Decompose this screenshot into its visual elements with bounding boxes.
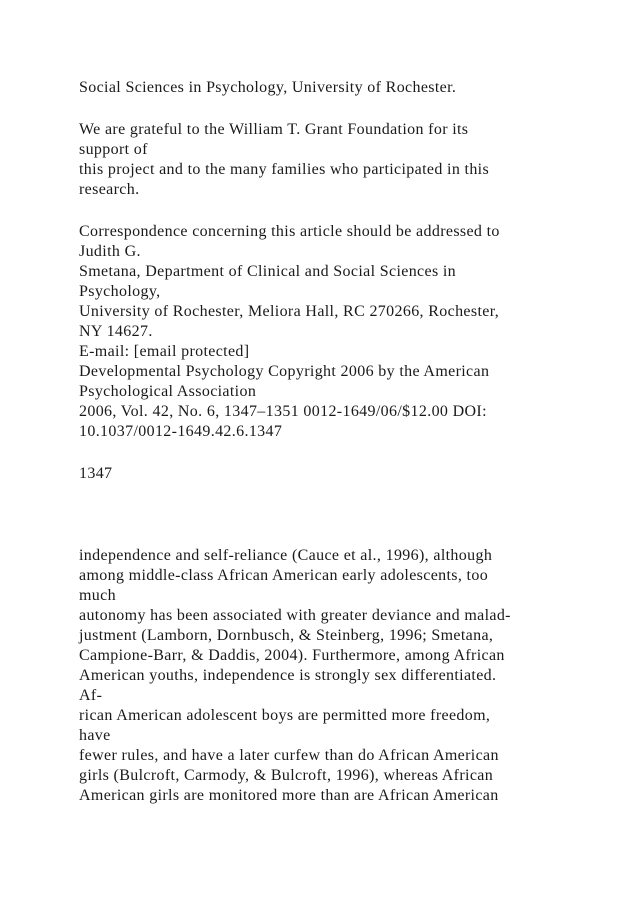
text-line: Social Sciences in Psychology, University of Rochester. xyxy=(79,79,457,96)
text-line: support of xyxy=(79,141,148,158)
text-line: Correspondence concerning this article should be addressed to xyxy=(79,223,500,240)
text-line: have xyxy=(79,727,111,744)
text-line: much xyxy=(79,587,116,604)
text-line: rican American adolescent boys are permitted more freedom, xyxy=(79,707,491,724)
text-line: justment (Lamborn, Dornbusch, & Steinberg, 1996; Smetana, xyxy=(79,627,494,644)
text-line: University of Rochester, Meliora Hall, RC 270266, Rochester, xyxy=(79,303,500,320)
text-line: E-mail: [email protected] xyxy=(79,343,250,360)
text-line: autonomy has been associated with greater deviance and malad- xyxy=(79,607,511,624)
text-line: girls (Bulcroft, Carmody, & Bulcroft, 1996), whereas African xyxy=(79,767,494,784)
text-line: fewer rules, and have a later curfew than do African American xyxy=(79,747,499,764)
text-line: among middle-class African American early adolescents, too xyxy=(79,567,489,584)
text-line: independence and self-reliance (Cauce et al., 1996), although xyxy=(79,547,493,564)
text-line: 10.1037/0012-1649.42.6.1347 xyxy=(79,423,283,440)
text-line: research. xyxy=(79,181,140,198)
text-line: NY 14627. xyxy=(79,323,153,340)
text-line: Campione-Barr, & Daddis, 2004). Furthermore, among African xyxy=(79,647,505,664)
text-line: this project and to the many families who participated in this xyxy=(79,161,490,178)
text-line: Judith G. xyxy=(79,243,141,260)
text-line: 2006, Vol. 42, No. 6, 1347–1351 0012-1649/06/$12.00 DOI: xyxy=(79,403,487,420)
text-line: Psychology, xyxy=(79,283,161,300)
text-line: American youths, independence is strongly sex differentiated. xyxy=(79,667,497,684)
text-line: Psychological Association xyxy=(79,383,257,400)
page-number: 1347 xyxy=(79,465,113,482)
text-line: American girls are monitored more than are African American xyxy=(79,787,499,804)
text-line: Developmental Psychology Copyright 2006 by the American xyxy=(79,363,490,380)
text-line: We are grateful to the William T. Grant Foundation for its xyxy=(79,121,469,138)
text-line: Af- xyxy=(79,687,103,704)
text-line: Smetana, Department of Clinical and Social Sciences in xyxy=(79,263,457,280)
